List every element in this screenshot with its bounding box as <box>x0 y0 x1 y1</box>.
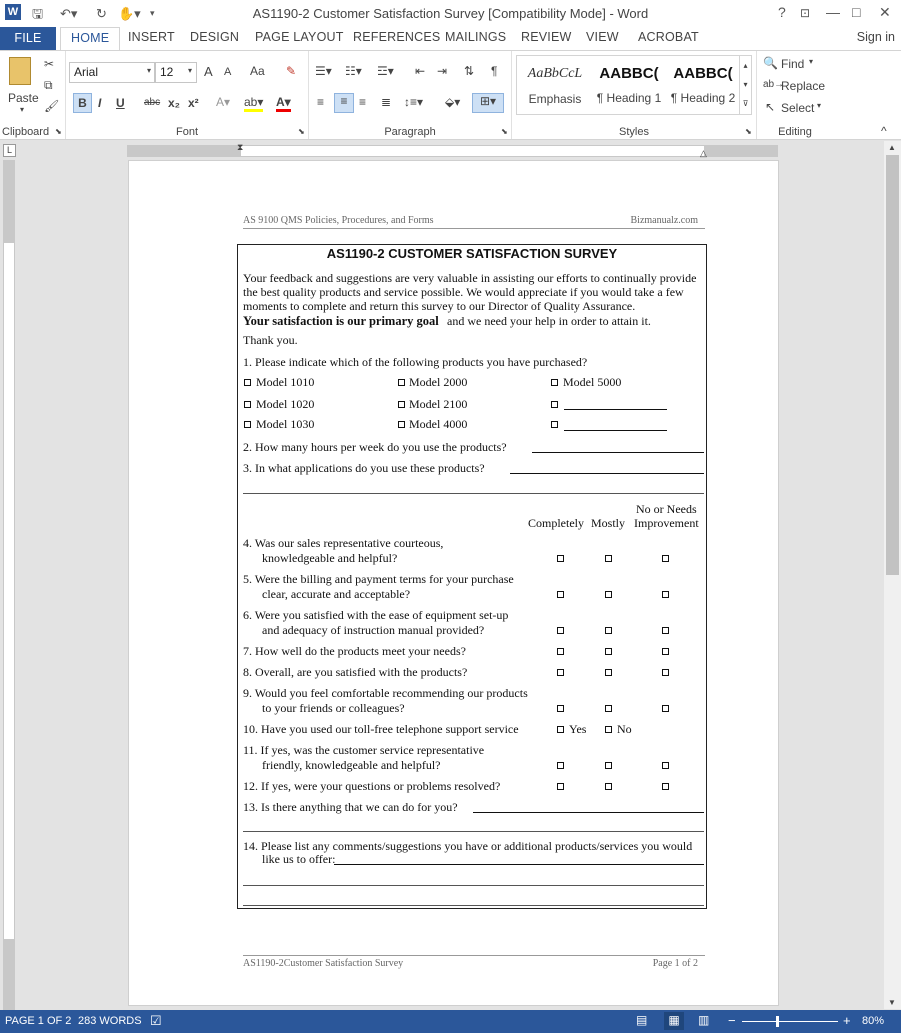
scroll-down-icon[interactable]: ▼ <box>888 998 896 1007</box>
borders-icon[interactable]: ⊞▾ <box>472 93 504 113</box>
copy-icon[interactable]: ⧉ <box>44 78 53 92</box>
checkbox[interactable] <box>662 705 669 712</box>
strikethrough-button[interactable]: abc <box>144 97 161 108</box>
checkbox[interactable] <box>398 421 405 428</box>
read-mode-icon[interactable]: ▤ <box>636 1013 648 1027</box>
question-5: 5. Were the billing and payment terms for your purchase <box>243 572 514 586</box>
question-9-cont: to your friends or colleagues? <box>262 701 405 715</box>
tab-review[interactable]: REVIEW <box>521 30 572 44</box>
intro-line: moments to complete and return this survey to our Director of Quality Assurance. <box>243 299 636 313</box>
grow-font-button[interactable]: A <box>204 64 213 79</box>
font-group <box>66 51 309 139</box>
question-13: 13. Is there anything that we can do for you? <box>243 800 458 814</box>
tab-file[interactable]: FILE <box>0 27 56 50</box>
select-dropdown-icon[interactable]: ▾ <box>817 101 822 110</box>
checkbox[interactable] <box>398 401 405 408</box>
checkbox[interactable] <box>557 591 564 598</box>
question-10: 10. Have you used our toll-free telephone support service <box>243 722 519 736</box>
styles-launcher-icon[interactable]: ⬊ <box>745 127 752 136</box>
column-header: Completely <box>528 516 584 530</box>
question-1: 1. Please indicate which of the following products you have purchased? <box>243 355 588 369</box>
font-size-select[interactable]: 12 <box>155 62 197 83</box>
checkbox[interactable] <box>557 648 564 655</box>
zoom-slider[interactable] <box>742 1021 838 1022</box>
no-label: No <box>617 722 632 736</box>
page-footer-right: Page 1 of 2 <box>652 958 698 969</box>
tab-mailings[interactable]: MAILINGS <box>445 30 507 44</box>
model-label: Model 1030 <box>256 417 315 431</box>
paragraph-group <box>309 51 512 139</box>
tab-acrobat[interactable]: ACROBAT <box>638 30 699 44</box>
model-label: Model 2000 <box>409 375 468 389</box>
question-8: 8. Overall, are you satisfied with the products? <box>243 665 468 679</box>
intro-line: the best quality products and service possible. We would appreciate if you would take a few <box>243 285 684 299</box>
decrease-indent-icon[interactable]: ⇤ <box>415 64 426 78</box>
question-9: 9. Would you feel comfortable recommending our products <box>243 686 528 700</box>
blank-line[interactable] <box>564 409 667 410</box>
undo-icon[interactable]: ↶▾ <box>60 6 78 21</box>
checkbox[interactable] <box>662 627 669 634</box>
ribbon-tabs <box>0 27 901 50</box>
proofing-icon[interactable]: ☑ <box>150 1013 162 1028</box>
change-case-button[interactable]: Aa <box>250 64 265 78</box>
paste-icon[interactable] <box>9 57 31 85</box>
replace-icon[interactable]: ab→ <box>763 79 785 90</box>
answer-line[interactable] <box>243 831 704 832</box>
answer-line[interactable] <box>334 864 704 865</box>
thanks-text: Thank you. <box>243 333 298 347</box>
checkbox[interactable] <box>662 555 669 562</box>
align-center-icon[interactable]: ≡ <box>334 93 354 113</box>
close-button[interactable]: ✕ <box>879 4 891 20</box>
editing-group <box>757 51 901 139</box>
question-6: 6. Were you satisfied with the ease of equipment set-up <box>243 608 509 622</box>
checkbox[interactable] <box>605 591 612 598</box>
answer-line[interactable] <box>243 493 704 494</box>
sign-in-link[interactable]: Sign in <box>856 30 895 44</box>
paste-button[interactable]: Paste <box>8 91 39 105</box>
checkbox[interactable] <box>551 401 558 408</box>
align-left-icon[interactable]: ≡ <box>317 95 325 109</box>
shading-icon[interactable]: ⬙▾ <box>445 95 461 109</box>
document-page[interactable] <box>128 160 779 1006</box>
survey-title: AS1190-2 CUSTOMER SATISFACTION SURVEY <box>326 246 618 261</box>
clipboard-label: Clipboard <box>2 126 50 138</box>
question-11-cont: friendly, knowledgeable and helpful? <box>262 758 441 772</box>
question-4: 4. Was our sales representative courteous, <box>243 536 444 550</box>
checkbox[interactable] <box>662 648 669 655</box>
checkbox[interactable] <box>557 783 564 790</box>
subscript-button[interactable]: x₂ <box>168 96 181 110</box>
model-label: Model 5000 <box>563 375 622 389</box>
paragraph-label: Paragraph <box>384 126 436 138</box>
zoom-level[interactable]: 80% <box>862 1015 885 1027</box>
footer-rule <box>243 955 705 956</box>
vertical-ruler[interactable] <box>3 160 15 1010</box>
touch-mode-icon[interactable]: ✋▾ <box>118 6 141 21</box>
select-button[interactable]: Select <box>781 101 815 115</box>
select-icon[interactable]: ↖ <box>765 100 776 114</box>
checkbox[interactable] <box>605 705 612 712</box>
highlight-icon[interactable]: ab▾ <box>244 95 263 112</box>
tab-selector-icon[interactable]: L <box>3 144 16 157</box>
checkbox[interactable] <box>551 421 558 428</box>
style-preview: AABBC( <box>599 65 659 82</box>
header-rule <box>243 228 705 229</box>
checkbox[interactable] <box>398 379 405 386</box>
tab-insert[interactable]: INSERT <box>128 30 175 44</box>
style-preview: AaBbCcL <box>527 66 583 81</box>
tab-view[interactable]: VIEW <box>586 30 619 44</box>
model-label: Model 2100 <box>409 397 468 411</box>
yes-label: Yes <box>569 722 587 736</box>
styles-label: Styles <box>619 126 649 138</box>
checkbox[interactable] <box>605 648 612 655</box>
align-right-icon[interactable]: ≡ <box>359 95 367 109</box>
style-emphasis[interactable] <box>519 56 591 114</box>
survey-form <box>237 244 707 909</box>
numbering-icon[interactable]: ☷▾ <box>345 64 362 78</box>
checkbox[interactable] <box>557 726 564 733</box>
tab-home[interactable]: HOME <box>60 27 120 51</box>
paste-dropdown-icon[interactable]: ▾ <box>20 105 25 114</box>
column-header: Improvement <box>634 516 699 530</box>
font-label: Font <box>175 126 198 138</box>
column-header: No or Needs <box>636 502 697 516</box>
bold-button[interactable]: B <box>73 93 92 113</box>
checkbox[interactable] <box>557 669 564 676</box>
model-label: Model 4000 <box>409 417 468 431</box>
right-indent-marker-icon[interactable]: △ <box>700 148 707 158</box>
style-name: ¶ Heading 1 <box>596 91 662 105</box>
style-heading-2[interactable] <box>667 56 739 114</box>
tab-references[interactable]: REFERENCES <box>353 30 441 44</box>
page-header-right: Bizmanualz.com <box>630 215 698 226</box>
replace-button[interactable]: Replace <box>781 79 826 93</box>
status-bar <box>0 1010 901 1033</box>
ribbon <box>0 50 901 140</box>
bullets-icon[interactable]: ☰▾ <box>315 64 332 78</box>
web-layout-icon[interactable]: ▥ <box>698 1013 710 1027</box>
ruler-top-margin <box>4 161 14 243</box>
zoom-slider-thumb[interactable] <box>776 1016 779 1027</box>
checkbox[interactable] <box>557 705 564 712</box>
checkbox[interactable] <box>557 762 564 769</box>
answer-line[interactable] <box>510 473 704 474</box>
sort-icon[interactable]: ⇅ <box>464 64 475 78</box>
page-count[interactable]: PAGE 1 OF 2 <box>5 1015 72 1027</box>
checkbox[interactable] <box>605 783 612 790</box>
scroll-up-icon[interactable]: ▲ <box>888 143 896 152</box>
checkbox[interactable] <box>557 627 564 634</box>
style-preview: AABBC( <box>673 65 733 82</box>
superscript-button[interactable]: x² <box>188 96 199 110</box>
italic-button[interactable]: I <box>98 96 102 110</box>
question-6-cont: and adequacy of instruction manual provided? <box>262 623 485 637</box>
style-name: ¶ Heading 2 <box>670 91 736 105</box>
blank-line[interactable] <box>564 430 667 431</box>
clear-formatting-icon[interactable]: ✎ <box>286 64 297 78</box>
tab-design[interactable]: DESIGN <box>190 30 240 44</box>
checkbox[interactable] <box>662 783 669 790</box>
clipboard-group <box>0 51 66 139</box>
model-label: Model 1010 <box>256 375 315 389</box>
font-family-select[interactable]: Arial <box>69 62 155 83</box>
format-painter-icon[interactable]: 🖌 <box>44 99 60 113</box>
answer-line[interactable] <box>532 452 704 453</box>
font-color-icon[interactable]: A▾ <box>276 95 291 112</box>
intro-bold: Your satisfaction is our primary goal <box>243 314 439 328</box>
question-7: 7. How well do the products meet your needs? <box>243 644 466 658</box>
title-bar <box>0 0 901 27</box>
question-14: 14. Please list any comments/suggestions you have or additional products/services you would <box>243 839 693 853</box>
answer-line[interactable] <box>243 885 704 886</box>
save-icon[interactable]: 🖫 <box>32 6 44 21</box>
checkbox[interactable] <box>662 591 669 598</box>
checkbox[interactable] <box>244 379 251 386</box>
question-5-cont: clear, accurate and acceptable? <box>262 587 411 601</box>
font-size-dropdown-icon[interactable]: ▾ <box>188 66 193 75</box>
zoom-out-icon[interactable]: − <box>728 1013 736 1028</box>
question-12: 12. If yes, were your questions or problems resolved? <box>243 779 501 793</box>
zoom-in-icon[interactable]: + <box>843 1013 851 1028</box>
indent-marker-icon[interactable]: ⧗ <box>237 142 244 152</box>
window-title: AS1190-2 Customer Satisfaction Survey [Compatibility Mode] - Word <box>252 6 649 21</box>
style-name: Emphasis <box>528 92 582 106</box>
font-family-dropdown-icon[interactable]: ▾ <box>147 66 152 75</box>
underline-button[interactable]: U <box>116 96 125 110</box>
question-11: 11. If yes, was the customer service representative <box>243 743 485 757</box>
customize-qat-icon[interactable]: ▾ <box>150 8 155 18</box>
paragraph-launcher-icon[interactable]: ⬊ <box>501 127 508 136</box>
redo-icon[interactable]: ↻ <box>96 6 107 21</box>
horizontal-ruler[interactable] <box>127 142 778 158</box>
cut-icon[interactable]: ✂ <box>44 57 55 71</box>
question-4-cont: knowledgeable and helpful? <box>262 551 398 565</box>
page-footer-left: AS1190-2Customer Satisfaction Survey <box>243 958 404 969</box>
style-heading-1[interactable] <box>593 56 665 114</box>
increase-indent-icon[interactable]: ⇥ <box>437 64 448 78</box>
ruler-bottom-margin <box>4 939 14 1009</box>
find-icon[interactable]: 🔍 <box>763 56 778 70</box>
checkbox[interactable] <box>551 379 558 386</box>
answer-line[interactable] <box>243 905 704 906</box>
editing-label: Editing <box>778 126 812 138</box>
checkbox[interactable] <box>244 421 251 428</box>
find-dropdown-icon[interactable]: ▾ <box>809 57 814 66</box>
scrollbar-thumb[interactable] <box>886 155 899 575</box>
intro-line: and we need your help in order to attain it. <box>447 314 651 328</box>
multilevel-list-icon[interactable]: ☲▾ <box>377 64 394 78</box>
page-header-left: AS 9100 QMS Policies, Procedures, and Forms <box>243 215 434 226</box>
question-3: 3. In what applications do you use these products? <box>243 461 485 475</box>
styles-gallery <box>516 55 752 115</box>
answer-line[interactable] <box>473 812 704 813</box>
word-logo-icon[interactable]: W <box>5 4 21 20</box>
checkbox[interactable] <box>244 401 251 408</box>
model-label: Model 1020 <box>256 397 315 411</box>
checkbox[interactable] <box>662 762 669 769</box>
help-button[interactable]: ? <box>778 4 786 20</box>
ruler-left-margin <box>128 146 241 156</box>
checkbox[interactable] <box>605 726 612 733</box>
question-14-cont: like us to offer: <box>262 852 336 866</box>
word-count[interactable]: 283 WORDS <box>78 1015 142 1027</box>
intro-line: Your feedback and suggestions are very valuable in assisting our efforts to continually provide <box>243 271 697 285</box>
print-layout-icon[interactable]: ▦ <box>664 1012 684 1030</box>
text-effects-icon[interactable]: A▾ <box>216 95 231 109</box>
clipboard-launcher-icon[interactable]: ⬊ <box>55 127 62 136</box>
show-formatting-icon[interactable]: ¶ <box>491 64 498 78</box>
restore-button[interactable]: □ <box>852 4 861 20</box>
ruler-right-margin <box>704 146 777 156</box>
question-2: 2. How many hours per week do you use the products? <box>243 440 507 454</box>
checkbox[interactable] <box>662 669 669 676</box>
styles-scroll-icon[interactable]: ▴ ▾ ⊽ <box>739 56 751 114</box>
shrink-font-button[interactable]: A <box>224 66 232 78</box>
tab-page-layout[interactable]: PAGE LAYOUT <box>255 30 344 44</box>
checkbox[interactable] <box>557 555 564 562</box>
collapse-ribbon-icon[interactable]: ^ <box>881 124 887 138</box>
checkbox[interactable] <box>605 555 612 562</box>
column-header: Mostly <box>591 516 626 530</box>
ribbon-display-options-icon[interactable]: ⊡ <box>800 6 811 20</box>
line-spacing-icon[interactable]: ↕≡▾ <box>404 95 424 109</box>
checkbox[interactable] <box>605 627 612 634</box>
styles-group <box>512 51 757 139</box>
font-launcher-icon[interactable]: ⬊ <box>298 127 305 136</box>
justify-icon[interactable]: ≣ <box>381 95 392 109</box>
find-button[interactable]: Find <box>781 57 805 71</box>
checkbox[interactable] <box>605 762 612 769</box>
minimize-button[interactable]: — <box>826 4 840 20</box>
checkbox[interactable] <box>605 669 612 676</box>
